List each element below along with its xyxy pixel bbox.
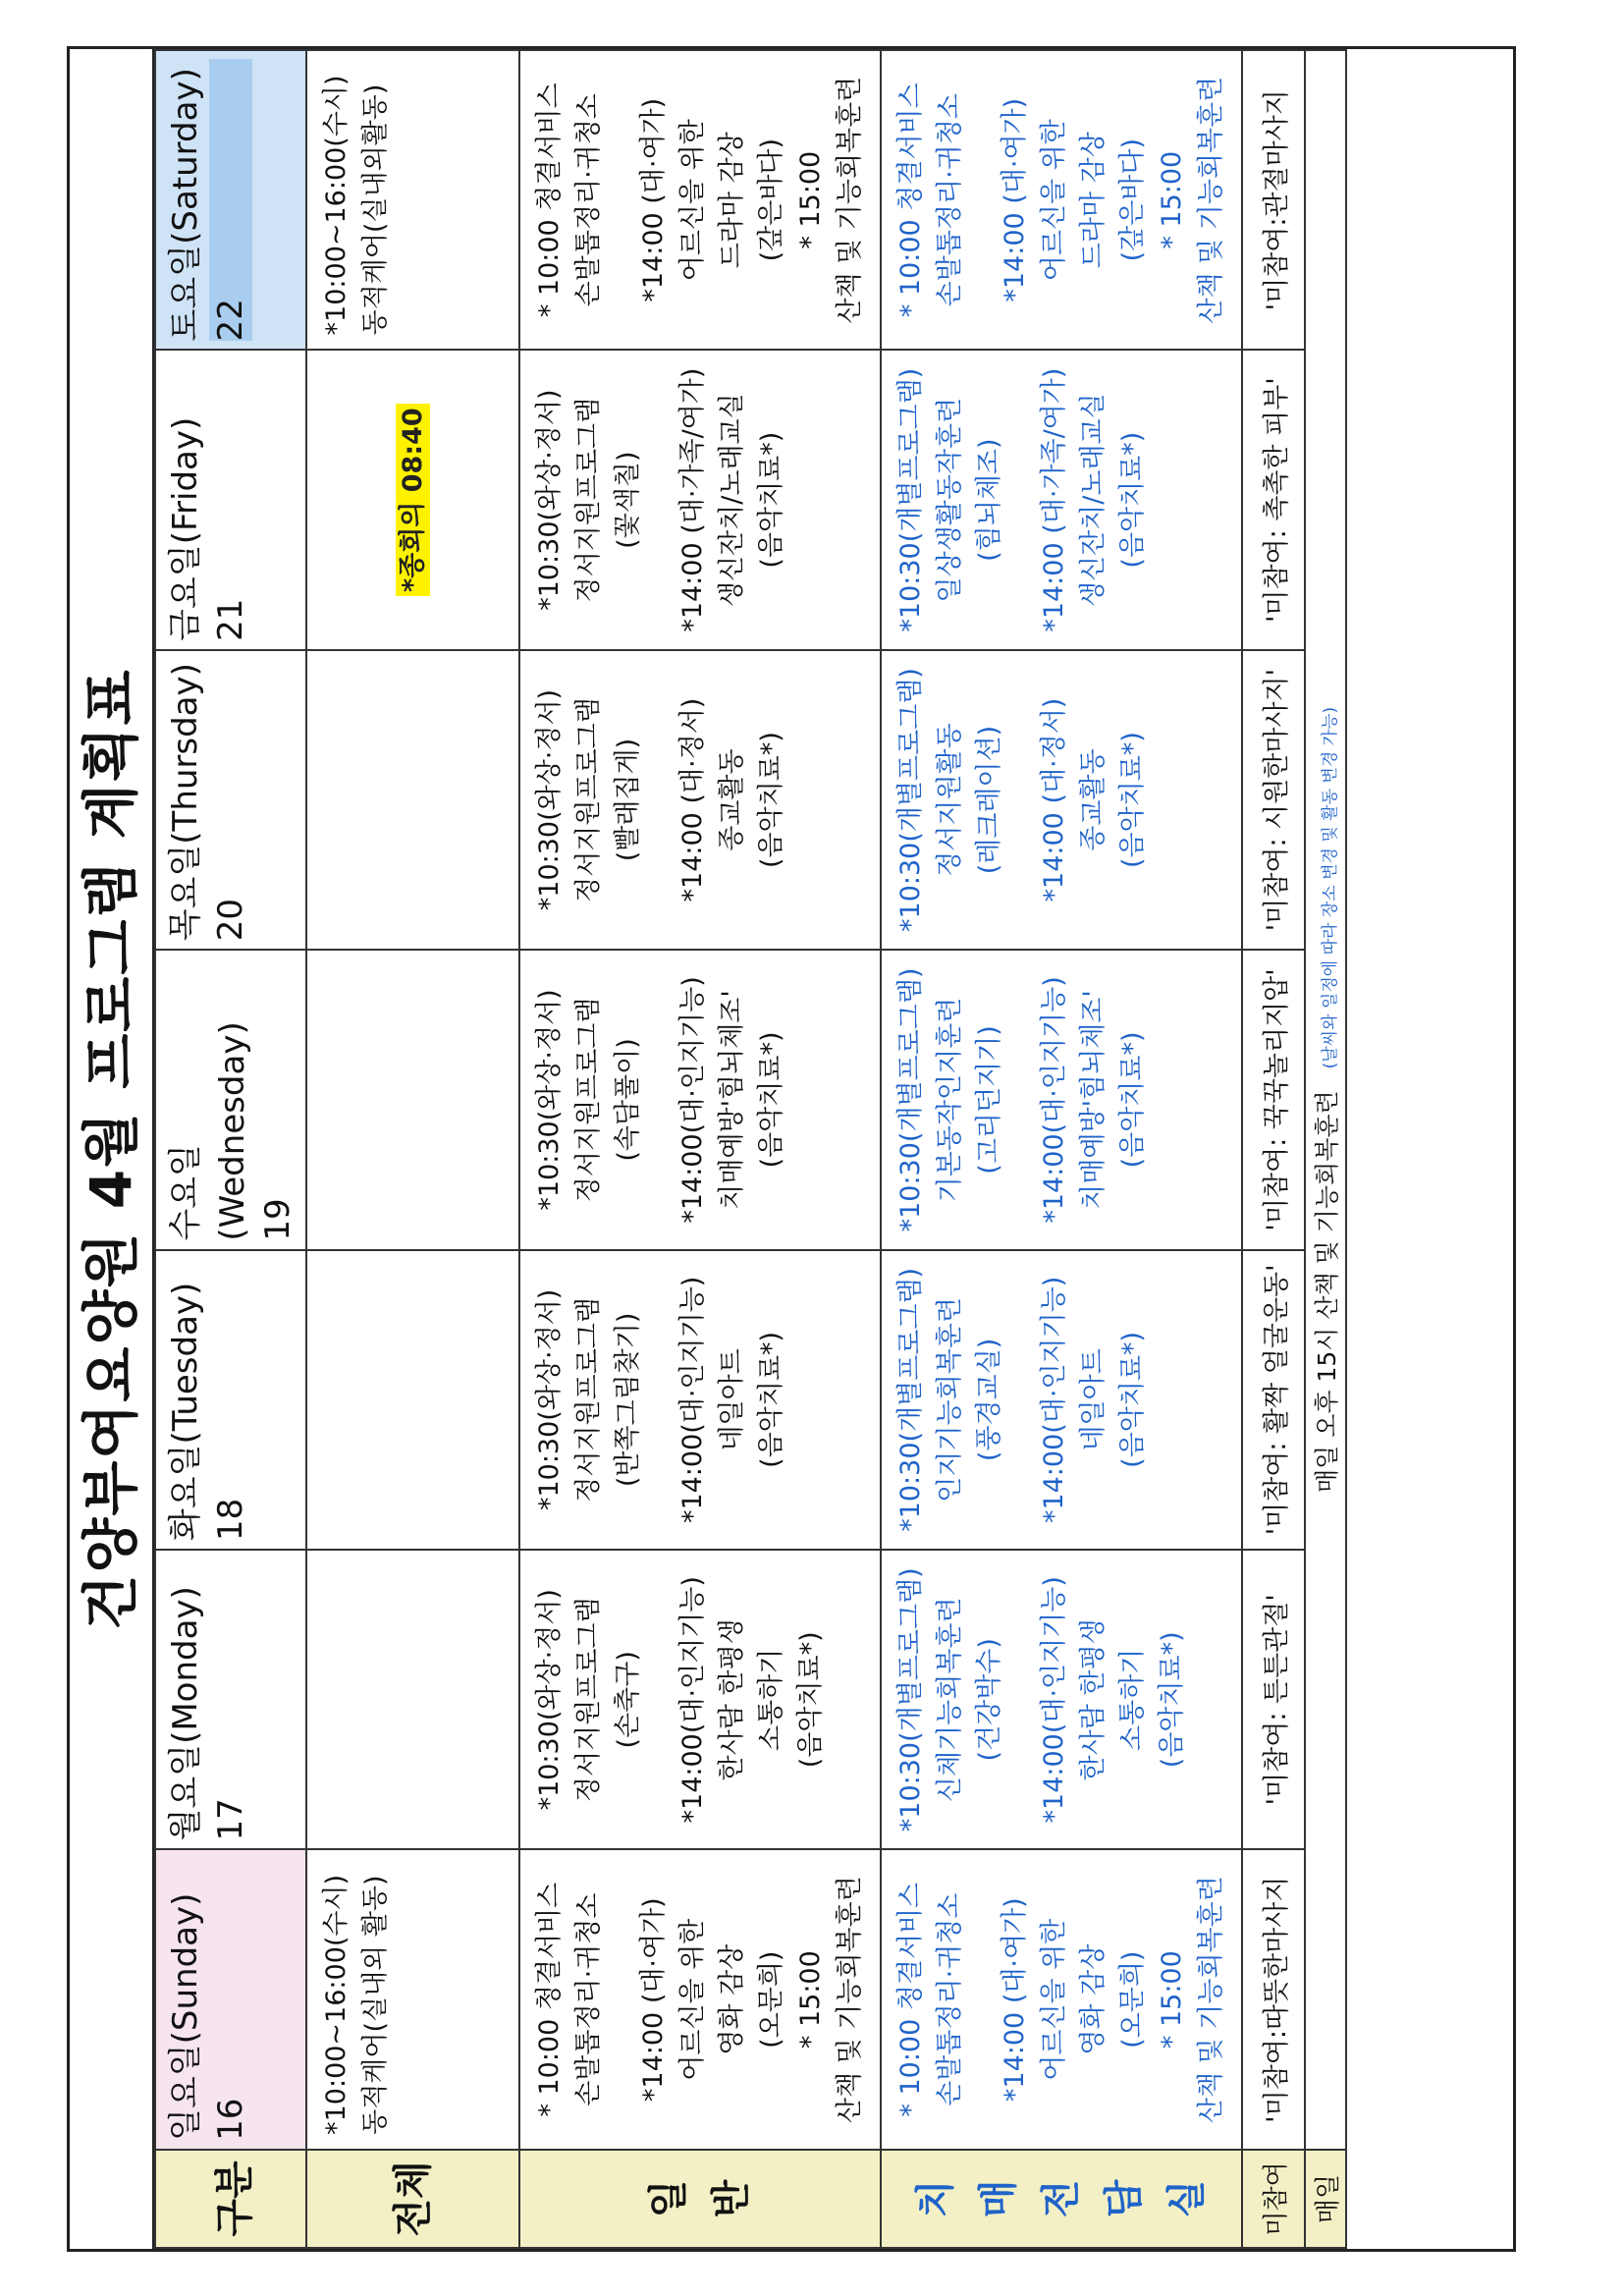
daily-remark: (날씨와 일정에 따라 장소 변경 및 활동 변경 가능) (1321, 706, 1340, 1069)
cell-general-thu: *10:30(와상·정서) 정서지원프로그램 (빨래집게) *14:00 (대·정서) 종교활동 (음악치료*) (519, 650, 881, 950)
note-thu: '미참여: 시원한마사지' (1242, 650, 1305, 950)
category-dementia: 치 매 전 담 실 (881, 2150, 1242, 2248)
cell-general-fri: *10:30(와상·정서) 정서지원프로그램 (꽃색칠) *14:00 (대·가족/여가) 생신잔치/노래교실 (음악치료*) (519, 350, 881, 649)
title-bar (70, 49, 154, 2249)
cell-all-mon (306, 1550, 519, 1849)
cell-dementia-tue: *10:30(개별프로그램) 인지기능회복훈련 (풍경교실) *14:00(대·인지기능) 네일아트 (음악치료*) (881, 1250, 1242, 1550)
note-tue: '미참여: 활짝 얼굴운동' (1242, 1250, 1305, 1550)
cell-general-sun: * 10:00 청결서비스 손발톱정리·귀청소 *14:00 (대·여가) 어르신을 위한 영화 감상 (오문희) * 15:00 산책 및 기능회복훈련 (519, 1849, 881, 2149)
cell-all-tue (306, 1250, 519, 1550)
cell-general-wed: *10:30(와상·정서) 정서지원프로그램 (속담풀이) *14:00(대·인지기능) 치매예방'힘뇌체조' (음악치료*) (519, 950, 881, 1249)
page-title: 건양부여요양원 4월 프로그램 계획표 (78, 668, 144, 1630)
cell-general-mon: *10:30(와상·정서) 정서지원프로그램 (손축구) *14:00(대·인지기능) 한사람 한평생 소통하기 (음악치료*) (519, 1550, 881, 1849)
note-sat: '미참여:관절마사지 (1242, 50, 1305, 350)
meeting-highlight: *종회의 08:40 (396, 404, 430, 596)
cell-dementia-mon: *10:30(개별프로그램) 신체기능회복훈련 (건강박수) *14:00(대·인지기능) 한사람 한평생 소통하기 (음악치료*) (881, 1550, 1242, 1849)
cell-dementia-sun: * 10:00 청결서비스 손발톱정리·귀청소 *14:00 (대·여가) 어르신을 위한 영화 감상 (오문희) * 15:00 산책 및 기능회복훈련 (881, 1849, 1242, 2149)
cell-dementia-thu: *10:30(개별프로그램) 정서지원활동 (레크레이션) *14:00 (대·정서) 종교활동 (음악치료*) (881, 650, 1242, 950)
cell-all-wed (306, 950, 519, 1249)
row-all (306, 50, 519, 2248)
cell-dementia-sat: * 10:00 청결서비스 손발톱정리·귀청소 *14:00 (대·여가) 어르신을 위한 드라마 감상 (갚은바다) * 15:00 산책 및 기능회복훈련 (881, 50, 1242, 350)
note-sun: '미참여:따뜻한마사지 (1242, 1849, 1305, 2149)
note-wed: '미참여: 꾹꾹놀리지압' (1242, 950, 1305, 1249)
cell-general-tue: *10:30(와상·정서) 정서지원프로그램 (반쪽그림찾기) *14:00(대·인지기능) 네일아트 (음악치료*) (519, 1250, 881, 1550)
day-header-monday: 월요일(Monday) 17 (155, 1550, 306, 1849)
row-general (519, 50, 881, 2248)
day-header-wednesday: 수요일(Wednesday) 19 (155, 950, 306, 1249)
header-row (155, 50, 306, 2248)
day-header-friday: 금요일(Friday) 21 (155, 350, 306, 649)
row-daily (1305, 50, 1346, 2248)
note-mon: '미참여: 튼튼관절' (1242, 1550, 1305, 1849)
cell-dementia-wed: *10:30(개별프로그램) 기본동작인지훈련 (고리던지기) *14:00(대·인지기능) 치매예방'힘뇌체조' (음악치료*) (881, 950, 1242, 1249)
day-header-sunday: 일요일(Sunday) 16 (155, 1849, 306, 2149)
day-header-saturday: 토요일(Saturday) 22 (155, 50, 306, 350)
cell-all-fri (306, 350, 519, 649)
row-nonparticipant (1242, 50, 1305, 2248)
schedule-table (154, 49, 1347, 2249)
schedule-sheet (67, 46, 1516, 2252)
category-header: 구분 (155, 2150, 306, 2248)
category-daily: 매일 (1305, 2150, 1346, 2248)
cell-all-thu (306, 650, 519, 950)
daily-text: 매일 오후 15시 산책 및 기능회복훈련 (1313, 1090, 1341, 1493)
note-fri: '미참여: 촉촉한 피부' (1242, 350, 1305, 649)
row-dementia (881, 50, 1242, 2248)
cell-general-sat: * 10:00 청결서비스 손발톱정리·귀청소 *14:00 (대·여가) 어르신을 위한 드라마 감상 (갚은바다) * 15:00 산책 및 기능회복훈련 (519, 50, 881, 350)
category-general: 일 반 (519, 2150, 881, 2248)
category-all: 전체 (306, 2150, 519, 2248)
day-header-thursday: 목요일(Thursday) 20 (155, 650, 306, 950)
category-nonparticipant: 미참여 (1242, 2150, 1305, 2248)
cell-all-sun: *10:00~16:00(수시) 동적케어(실내외 활동) (306, 1849, 519, 2149)
daily-note (1305, 50, 1346, 2150)
day-header-tuesday: 화요일(Tuesday) 18 (155, 1250, 306, 1550)
cell-dementia-fri: *10:30(개별프로그램) 일상생활동작훈련 (힘뇌체조) *14:00 (대·가족/여가) 생신잔치/노래교실 (음악치료*) (881, 350, 1242, 649)
cell-all-sat: *10:00~16:00(수시) 동적케어(실내외활동) (306, 50, 519, 350)
